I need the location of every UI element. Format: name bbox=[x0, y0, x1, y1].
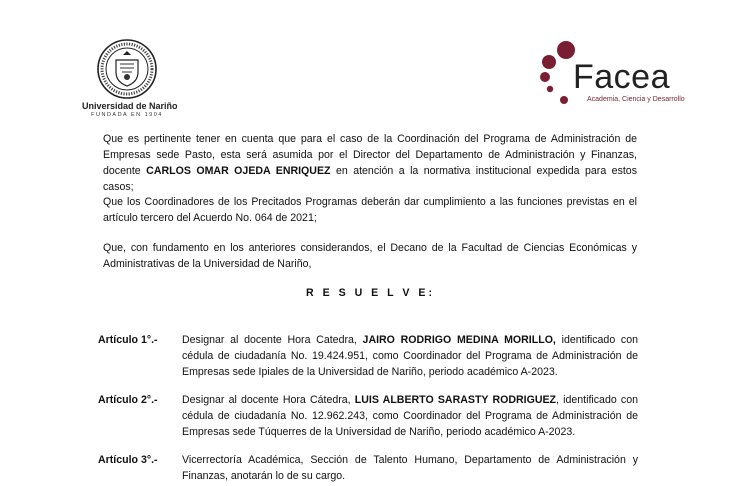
facea-wordmark: Facea bbox=[573, 58, 670, 96]
article-text-part: Designar al docente Hora Catedra, bbox=[182, 334, 363, 346]
article-text-part: identificado con cédula de ciudadanía No. 19.424.951, como Coordinador del Programa de Administración de Empresas sede Ipiales de la Universidad de Nariño, periodo académico A-2023. bbox=[182, 334, 639, 378]
article-text: Vicerrectoría Académica, Sección de Talento Humano, Departamento de Administración y Finanzas, anotarán lo de su cargo. bbox=[182, 454, 638, 482]
facea-tagline: Academia, Ciencia y Desarrollo bbox=[587, 96, 685, 103]
article-text-part: Designar al docente Hora Cátedra, bbox=[182, 394, 355, 406]
article-label: Artículo 2°.- bbox=[98, 394, 158, 406]
article-label: Artículo 3°.- bbox=[98, 454, 158, 466]
article-text bbox=[182, 332, 638, 380]
docente-name: JAIRO RODRIGO MEDINA MORILLO, bbox=[362, 334, 556, 346]
paragraph-text: Que es pertinente tener en cuenta que para el caso de la Coordinación del Programa de Administración de Empresas sede Pasto, esta será asumida por el Director del Departamento de Administración y Finanzas, docente bbox=[103, 133, 637, 177]
facea-logo bbox=[535, 40, 695, 110]
university-logo bbox=[82, 38, 178, 118]
paragraph-considerandos: Que, con fundamento en los anteriores considerandos, el Decano de la Facultad de Ciencias Económicas y Administrativas de la Universidad de Nariño, bbox=[103, 242, 637, 270]
docente-name: CARLOS OMAR OJEDA ENRIQUEZ bbox=[146, 165, 331, 177]
article-text bbox=[182, 392, 638, 440]
resuelve-heading: R E S U E L V E: bbox=[305, 287, 436, 299]
paragraph-coordinadores: Que los Coordinadores de los Precitados Programas deberán dar cumplimiento a las funciones previstas en el artículo tercero del Acuerdo No. 064 de 2021; bbox=[103, 196, 637, 224]
docente-name: LUIS ALBERTO SARASTY RODRIGUEZ bbox=[354, 394, 557, 406]
university-seal-icon bbox=[96, 38, 158, 100]
article-text-part: , identificado con cédula de ciudadanía No. 12.962.243, como Coordinador del Programa de Administración de Empresas sede Túquerres de la Universidad de Nariño, periodo académico A-2023. bbox=[182, 394, 638, 438]
paragraph-text: en atención a la normativa institucional expedida para estos casos; bbox=[103, 165, 637, 193]
university-founded: FUNDADA EN 1904 bbox=[91, 112, 163, 118]
article-label: Artículo 1°.- bbox=[98, 334, 158, 346]
paragraph-coordinacion bbox=[103, 131, 637, 195]
university-name: Universidad de Nariño bbox=[82, 101, 178, 111]
